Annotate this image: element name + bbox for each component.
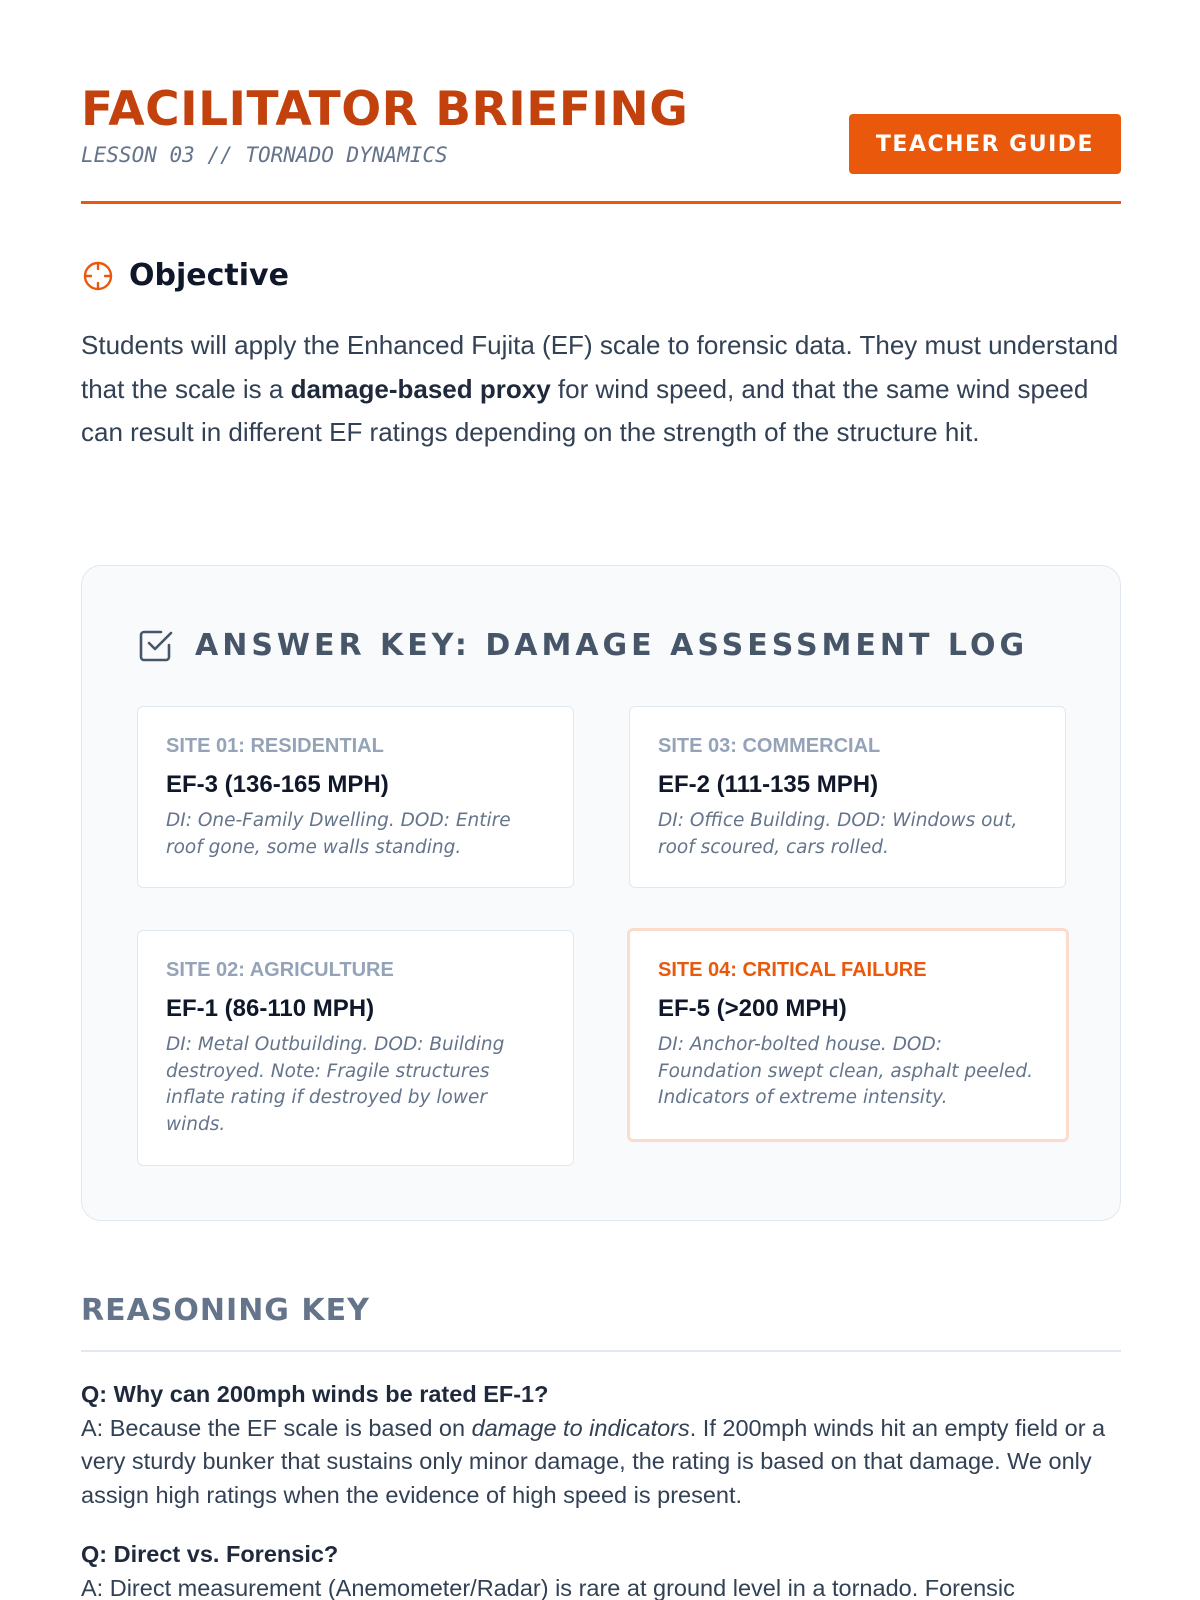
- reasoning-divider: [81, 1350, 1121, 1352]
- site-rating: EF-3 (136-165 MPH): [166, 771, 389, 798]
- site-description: DI: Office Building. DOD: Windows out, roof scoured, cars rolled.: [658, 810, 1018, 858]
- briefing-page: [81, 0, 1121, 1600]
- checkbox-icon: [137, 626, 175, 664]
- reasoning-answer: A: Direct measurement (Anemometer/Radar) is rare at ground level in a tornado. Forensic: [81, 1574, 1015, 1600]
- objective-text: [81, 324, 1121, 455]
- crosshair-icon: [81, 259, 115, 293]
- page-title: FACILITATOR BRIEFING: [81, 82, 689, 137]
- reasoning-answer: . If 200mph winds hit an empty field or a very sturdy bunker that sustains only minor damage, the rating is based on that damage. We only assign high ratings when the evidence of high speed is present.: [81, 1414, 1106, 1508]
- reasoning-title: REASONING KEY: [81, 1293, 370, 1328]
- site-description: DI: One-Family Dwelling. DOD: Entire roof gone, some walls standing.: [166, 810, 511, 858]
- site-label: SITE 04: CRITICAL FAILURE: [658, 959, 927, 981]
- site-description: DI: Anchor-bolted house. DOD: Foundation swept clean, asphalt peeled. Indicators of extreme intensity.: [658, 1034, 1034, 1108]
- objective-heading: [81, 258, 289, 293]
- reasoning-question: Q: Direct vs. Forensic?: [81, 1541, 339, 1567]
- reasoning-answer: A: Because the EF scale is based on: [81, 1414, 472, 1441]
- reasoning-item: [81, 1538, 1121, 1600]
- site-label: SITE 03: COMMERCIAL: [658, 735, 881, 757]
- site-description: DI: Metal Outbuilding. DOD: Building destroyed. Note: Fragile structures inflate rating if destroyed by lower winds.: [166, 1034, 505, 1135]
- site-rating: EF-1 (86-110 MPH): [166, 995, 375, 1022]
- site-rating: EF-5 (>200 MPH): [658, 995, 847, 1022]
- site-card-critical-failure: [627, 928, 1069, 1142]
- site-label: SITE 01: RESIDENTIAL: [166, 735, 384, 757]
- site-card-residential: [137, 706, 574, 888]
- answer-key-title: ANSWER KEY: DAMAGE ASSESSMENT LOG: [195, 627, 1029, 663]
- objective-text-part: Students will apply the Enhanced Fujita (EF) scale to forensic data. They must understand that the scale is a: [81, 330, 1119, 404]
- reasoning-question: Q: Why can 200mph winds be rated EF-1?: [81, 1381, 549, 1407]
- site-label: SITE 02: AGRICULTURE: [166, 959, 394, 981]
- site-rating: EF-2 (111-135 MPH): [658, 771, 879, 798]
- lesson-subtitle: LESSON 03 // TORNADO DYNAMICS: [81, 143, 448, 167]
- objective-emphasis: damage-based proxy: [290, 373, 551, 404]
- answer-key-panel: [81, 565, 1121, 1221]
- reasoning-answer-emphasis: damage to indicators: [471, 1414, 690, 1441]
- page-header: [81, 0, 1121, 204]
- objective-title: Objective: [129, 258, 289, 293]
- objective-text-part: for wind speed, and that the same wind speed can result in different EF ratings depending on the strength of the structure hit.: [81, 373, 1089, 447]
- site-card-agriculture: [137, 930, 574, 1166]
- teacher-guide-button[interactable]: TEACHER GUIDE: [849, 114, 1121, 174]
- answer-key-heading: [137, 626, 1028, 664]
- site-card-commercial: [629, 706, 1066, 888]
- reasoning-item: [81, 1378, 1121, 1512]
